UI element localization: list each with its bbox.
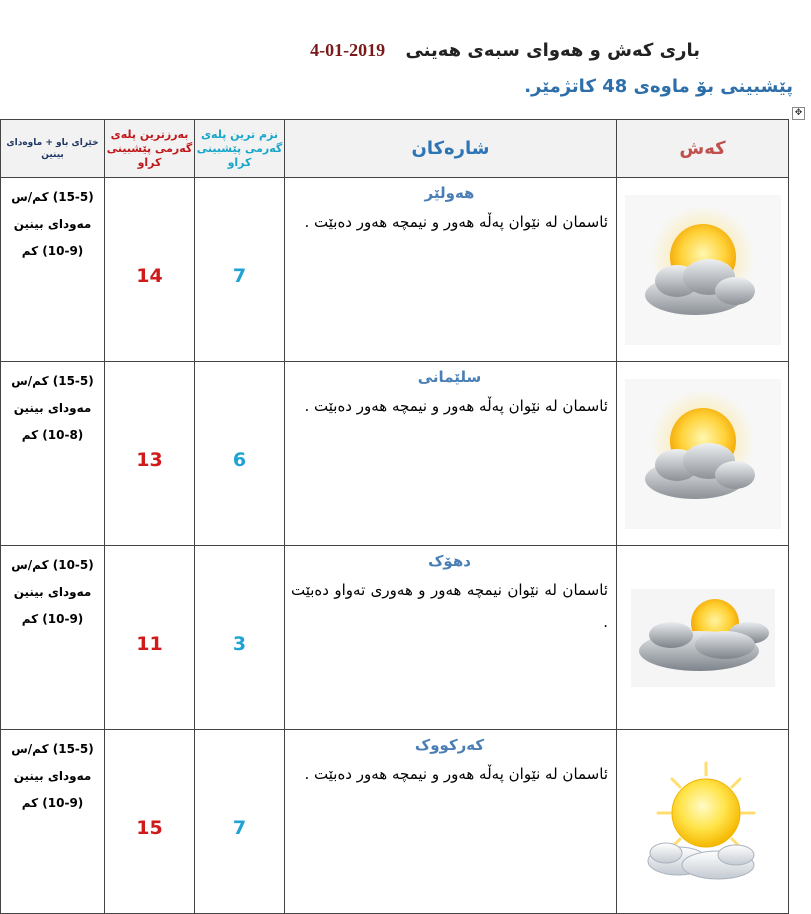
partly-cloudy-sun-icon [625,195,781,345]
city-cell [285,730,617,914]
visibility-range: (10-8) کم [21,428,84,442]
forecast-table [0,119,789,914]
weather-icon-cell [617,362,789,546]
min-temp: 7 [195,178,285,362]
city-cell [285,178,617,362]
max-temp: 14 [105,178,195,362]
table-row [1,178,789,362]
visibility-label: مەودای بینین [13,401,92,415]
weather-icon-cell [617,178,789,362]
table-row [1,362,789,546]
city-name: هەولێر [424,184,475,202]
wind-speed: (10-5) کم/س [11,558,94,572]
city-name: کەرکووک [414,736,485,754]
max-temp: 13 [105,362,195,546]
wind-visibility-cell [1,178,105,362]
header-max-temp: بەرزترین پلەی گەرمی پێشبینی کراو [105,120,195,178]
city-description: ئاسمان لە نێوان نیمچە هەور و هەوری تەواو دەبێت . [291,581,608,631]
city-description: ئاسمان لە نێوان پەڵە هەور و نیمچە هەور دەبێت . [304,213,608,231]
visibility-range: (10-9) کم [21,612,84,626]
visibility-range: (10-9) کم [21,796,84,810]
visibility-label: مەودای بینین [13,585,92,599]
table-row [1,730,789,914]
city-description: ئاسمان لە نێوان پەڵە هەور و نیمچە هەور دەبێت . [304,397,608,415]
city-description: ئاسمان لە نێوان پەڵە هەور و نیمچە هەور دەبێت . [304,765,608,783]
table-header-row [1,120,789,178]
page-subtitle: پێشبینی بۆ ماوەی 48 کاتژمێر. [524,76,793,97]
min-temp: 6 [195,362,285,546]
forecast-date: 2019-01-4 [310,40,386,60]
city-cell [285,362,617,546]
min-temp: 7 [195,730,285,914]
min-temp: 3 [195,546,285,730]
cloudy-sun-icon [631,589,775,687]
wind-visibility-cell [1,730,105,914]
wind-speed: (15-5) کم/س [11,742,94,756]
header-min-temp: نزم ترین پلەی گەرمی پێشبینی کراو [195,120,285,178]
weather-icon-cell [617,730,789,914]
weather-icon-cell [617,546,789,730]
partly-cloudy-sun-icon [625,379,781,529]
table-move-handle-icon[interactable]: ✥ [792,107,805,120]
header-weather: کەش [617,120,789,178]
city-name: سلێمانی [417,368,482,386]
wind-speed: (15-5) کم/س [11,190,94,204]
max-temp: 11 [105,546,195,730]
header-wind-visibility: خێرای باو + ماوەدای بینین [1,120,105,178]
sunny-with-clouds-icon [638,757,768,887]
visibility-label: مەودای بینین [13,769,92,783]
table-row [1,546,789,730]
visibility-range: (10-9) کم [21,244,84,258]
page-title [260,40,700,61]
city-cell [285,546,617,730]
wind-visibility-cell [1,546,105,730]
title-text: باری کەش و هەوای سبەی هەینی [405,40,700,61]
visibility-label: مەودای بینین [13,217,92,231]
max-temp: 15 [105,730,195,914]
wind-speed: (15-5) کم/س [11,374,94,388]
wind-visibility-cell [1,362,105,546]
header-cities: شارەکان [285,120,617,178]
city-name: دهۆک [428,552,471,570]
